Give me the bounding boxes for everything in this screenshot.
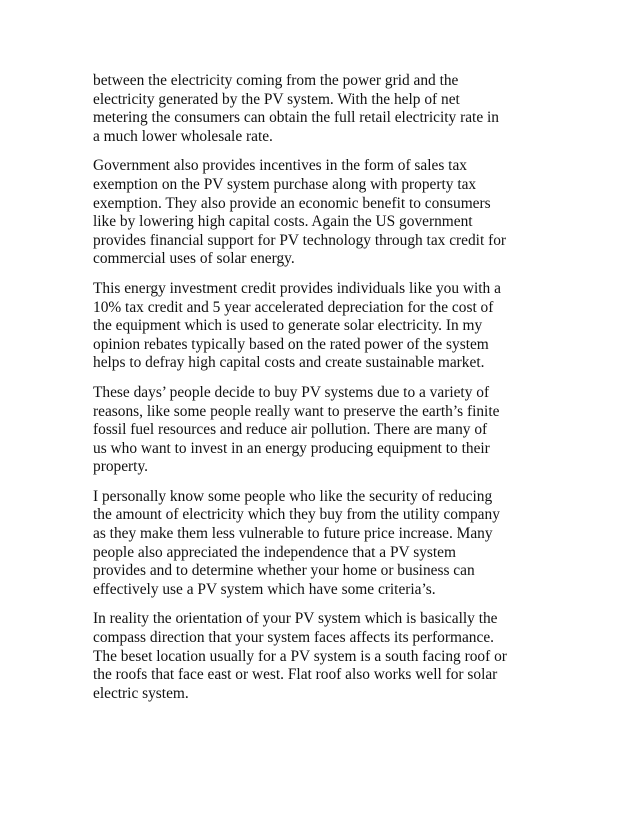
- paragraph-investment-credit: [93, 280, 553, 373]
- text-line: provides financial support for PV technology through tax credit for: [93, 231, 507, 249]
- text-line: reasons, like some people really want to preserve the earth’s finite: [93, 402, 500, 420]
- paragraph-government-incentives: [93, 157, 553, 269]
- text-line: 10% tax credit and 5 year accelerated depreciation for the cost of: [93, 298, 494, 316]
- text-line: opinion rebates typically based on the rated power of the system: [93, 335, 489, 353]
- text-line: The beset location usually for a PV system is a south facing roof or: [93, 647, 507, 665]
- text-line: property.: [93, 458, 148, 476]
- text-line: us who want to invest in an energy producing equipment to their: [93, 439, 490, 457]
- text-line: electricity generated by the PV system. With the help of net: [93, 90, 460, 108]
- paragraph-reasons: [93, 384, 553, 477]
- text-line: the amount of electricity which they buy from the utility company: [93, 506, 500, 524]
- text-line: electric system.: [93, 684, 189, 702]
- paragraph-orientation: [93, 610, 553, 703]
- text-line: fossil fuel resources and reduce air pollution. There are many of: [93, 421, 488, 439]
- text-line: the roofs that face east or west. Flat roof also works well for solar: [93, 666, 498, 684]
- text-line: exemption on the PV system purchase along with property tax: [93, 175, 477, 193]
- text-line: This energy investment credit provides individuals like you with a: [93, 279, 501, 297]
- text-line: Government also provides incentives in the form of sales tax: [93, 157, 467, 175]
- text-line: commercial uses of solar energy.: [93, 250, 295, 268]
- text-line: people also appreciated the independence that a PV system: [93, 543, 456, 561]
- text-line: I personally know some people who like the security of reducing: [93, 487, 493, 505]
- text-line: helps to defray high capital costs and create sustainable market.: [93, 354, 485, 372]
- text-line: as they make them less vulnerable to future price increase. Many: [93, 525, 493, 543]
- paragraph-security: [93, 488, 553, 600]
- text-line: between the electricity coming from the power grid and the: [93, 72, 459, 89]
- text-line: metering the consumers can obtain the full retail electricity rate in: [93, 109, 499, 127]
- text-line: a much lower wholesale rate.: [93, 127, 273, 145]
- text-line: compass direction that your system faces affects its performance.: [93, 629, 495, 647]
- text-line: provides and to determine whether your home or business can: [93, 562, 475, 580]
- text-line: the equipment which is used to generate solar electricity. In my: [93, 317, 483, 335]
- text-line: In reality the orientation of your PV system which is basically the: [93, 610, 498, 628]
- paragraph-net-metering: [93, 72, 553, 146]
- text-line: These days’ people decide to buy PV systems due to a variety of: [93, 383, 490, 401]
- text-line: exemption. They also provide an economic benefit to consumers: [93, 194, 491, 212]
- text-line: effectively use a PV system which have some criteria’s.: [93, 580, 436, 598]
- document-page: [93, 72, 553, 714]
- text-line: like by lowering high capital costs. Again the US government: [93, 213, 473, 231]
